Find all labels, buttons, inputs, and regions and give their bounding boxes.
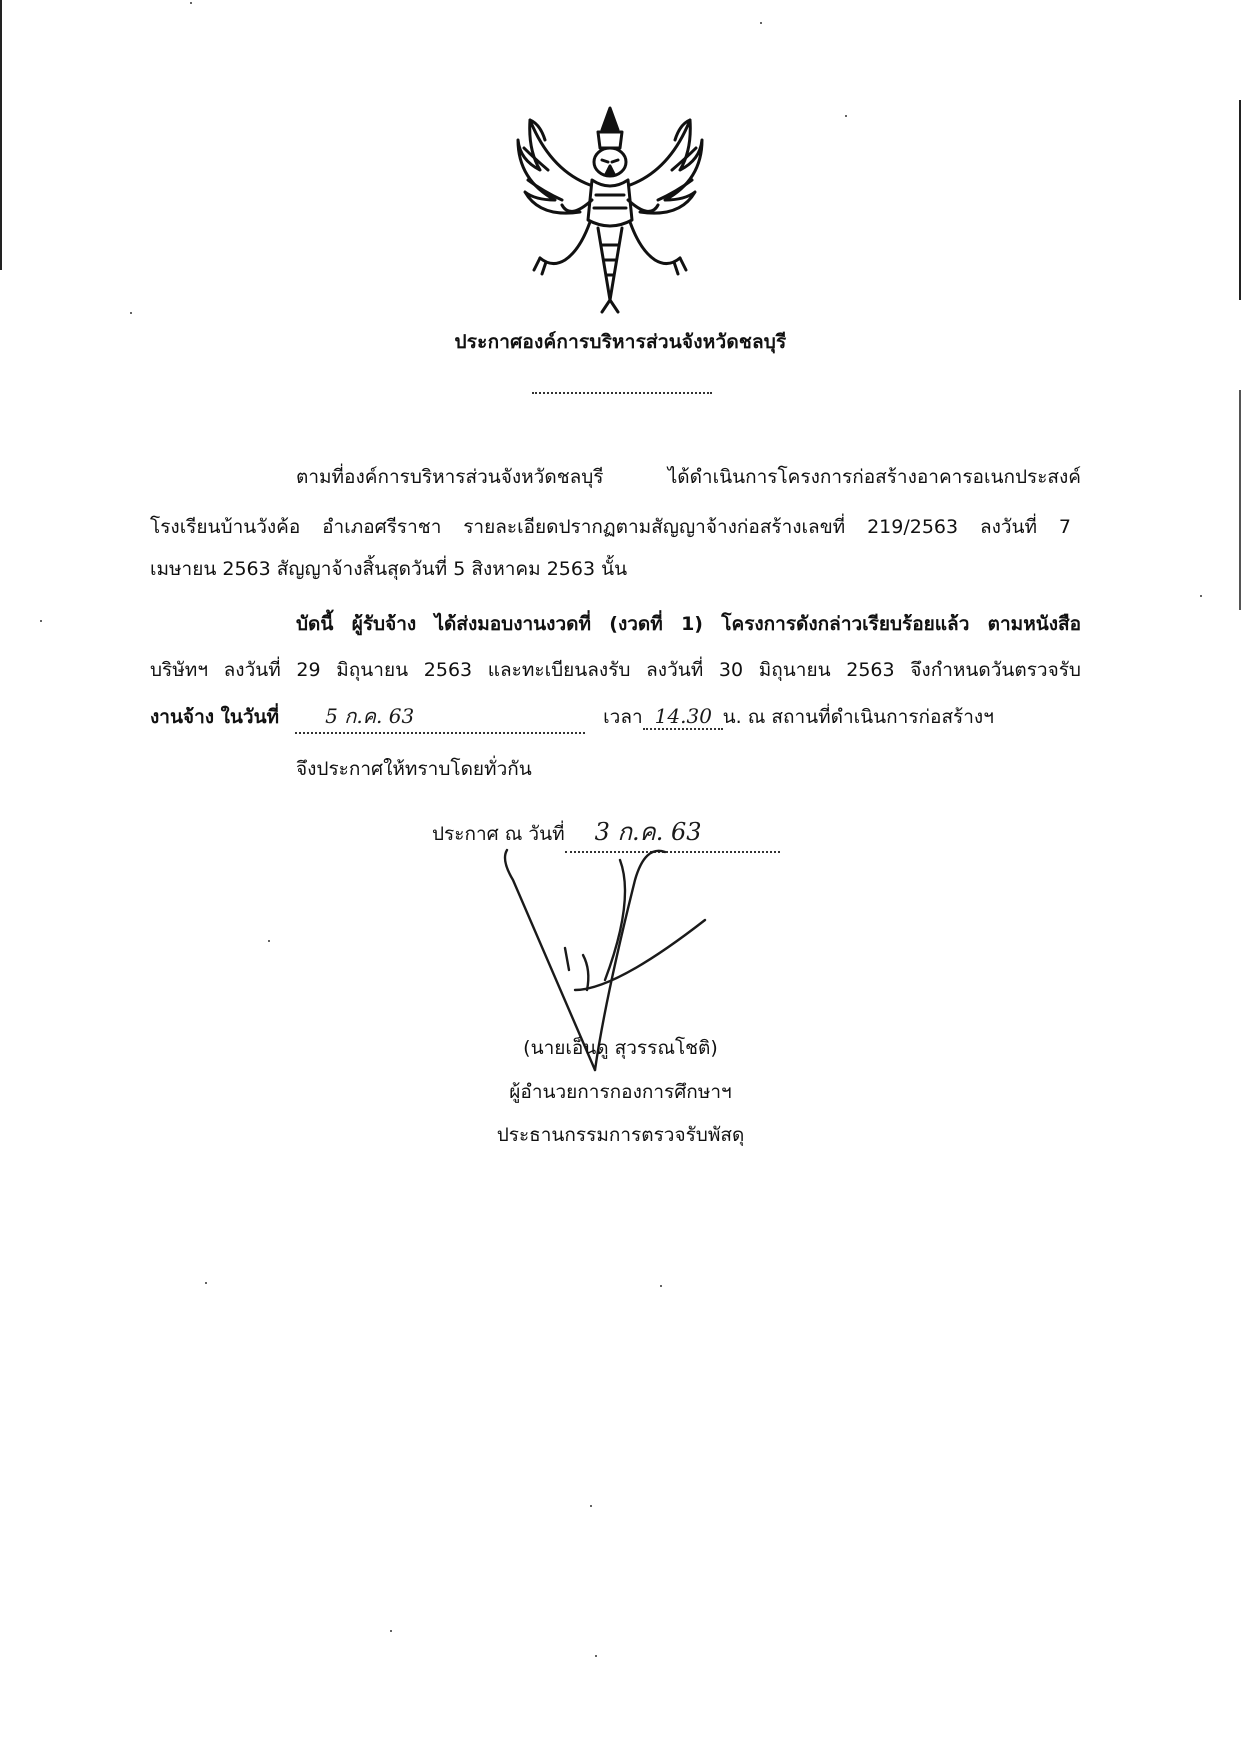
paragraph-1-line-2: โรงเรียนบ้านวังค้อ อำเภอศรีราชา รายละเอียดปรากฏตามสัญญาจ้างก่อสร้างเลขที่ 219/2563 ลงวันที่ 7: [150, 516, 1071, 538]
scan-speck: [845, 115, 847, 117]
garuda-emblem-icon: [510, 100, 710, 315]
scan-speck: [760, 22, 762, 24]
scan-speck: [205, 1282, 207, 1284]
paragraph-2-line-3: [150, 700, 994, 734]
paragraph-1-line-3: เมษายน 2563 สัญญาจ้างสิ้นสุดวันที่ 5 สิงหาคม 2563 นั้น: [150, 558, 628, 580]
scan-edge: [0, 0, 2, 270]
paragraph-2-line-1: บัดนี้ ผู้รับจ้าง ได้ส่งมอบงานงวดที่ (งวดที่ 1) โครงการดังกล่าวเรียบร้อยแล้ว ตามหนังสือ: [296, 613, 1081, 635]
scan-speck: [190, 2, 192, 4]
scan-speck: [660, 1285, 662, 1287]
paragraph-2-line-2: บริษัทฯ ลงวันที่ 29 มิถุนายน 2563 และทะเบียนลงรับ ลงวันที่ 30 มิถุนายน 2563 จึงกำหนดวันตรวจรับ: [150, 659, 1081, 681]
scan-speck: [130, 312, 132, 314]
title-divider: [532, 392, 712, 394]
inspection-time-value: 14.30: [654, 704, 712, 728]
inspection-time-field: [643, 704, 723, 730]
scan-speck: [40, 620, 42, 622]
inspection-time-label: เวลา: [603, 706, 643, 728]
inspection-date-field: [295, 700, 585, 734]
signatory-position: ผู้อำนวยการกองการศึกษาฯ: [509, 1081, 732, 1103]
scan-speck: [1200, 595, 1202, 597]
signatory-role: ประธานกรรมการตรวจรับพัสดุ: [496, 1124, 745, 1146]
scan-speck: [590, 1505, 592, 1507]
document-title: ประกาศองค์การบริหารส่วนจังหวัดชลบุรี: [454, 331, 787, 353]
paragraph-3: จึงประกาศให้ทราบโดยทั่วกัน: [296, 758, 532, 780]
announcement-date-value: 3 ก.ค. 63: [594, 818, 702, 846]
announcement-date-label: ประกาศ ณ วันที่: [432, 823, 565, 845]
scan-speck: [268, 940, 270, 942]
scan-speck: [595, 1655, 597, 1657]
paragraph-1-line-1: ตามที่องค์การบริหารส่วนจังหวัดชลบุรี ได้ดำเนินการโครงการก่อสร้างอาคารอเนกประสงค์: [296, 466, 1081, 488]
inspection-date-label: งานจ้าง ในวันที่: [150, 706, 280, 728]
scan-speck: [390, 1630, 392, 1632]
inspection-location: น. ณ สถานที่ดำเนินการก่อสร้างฯ: [722, 706, 994, 728]
signatory-name: (นายเอ็นดู สุวรรณโชติ): [523, 1037, 718, 1059]
inspection-date-value: 5 ก.ค. 63: [325, 704, 415, 728]
